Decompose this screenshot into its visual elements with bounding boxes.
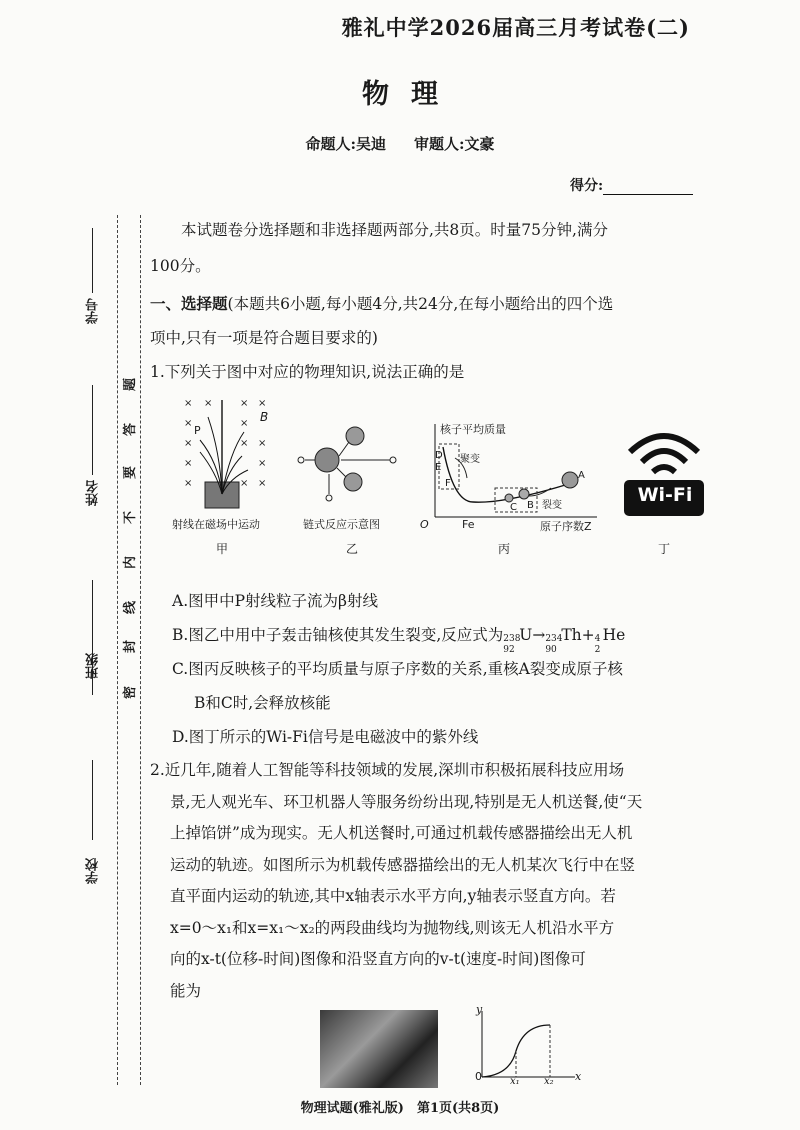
seal-char: 要 (123, 465, 139, 480)
binding-line-outer (117, 215, 118, 1085)
trajectory-graph (470, 1005, 585, 1090)
he-symbol: He (602, 626, 626, 644)
fig-jia-caption: 射线在磁场中运动 (172, 518, 260, 531)
point-e: E (435, 462, 442, 473)
name-label: 姓名 (86, 480, 101, 506)
fig-bing-fission: 裂变 (542, 500, 562, 511)
point-d: D (435, 450, 443, 461)
section-rule-cont: 项中,只有一项是符合题目要求的) (150, 329, 378, 347)
graph-origin: 0 (475, 1070, 482, 1083)
school-line (92, 760, 93, 840)
q1-option-c-cont: B和C时,会释放核能 (194, 694, 331, 712)
fig-bing-label: 丙 (498, 542, 511, 556)
seal-char: 答 (123, 422, 139, 437)
fig-bing-origin: O (420, 518, 429, 531)
fig-bing-xlabel: 原子序数Z (540, 520, 592, 533)
q2-line: x=0～x₁和x=x₁～x₂的两段曲线均为抛物线,则该无人机沿水平方 (170, 918, 615, 937)
fig-jia-label: 甲 (216, 542, 229, 556)
p-ray-label: P (194, 424, 201, 437)
th-symbol: Th+ (561, 626, 595, 644)
drone-photo (320, 1010, 438, 1088)
seal-char: 封 (123, 639, 139, 654)
score-label: 得分: (570, 178, 604, 194)
q2-line: 2.近几年,随着人工智能等科技领域的发展,深圳市积极拓展科技应用场 (150, 761, 625, 779)
seal-char: 题 (123, 377, 139, 392)
he-nuclide-numbers (594, 628, 603, 655)
svg-text:×: × (258, 398, 267, 409)
svg-text:×: × (184, 398, 193, 409)
graph-x-label: x (575, 1070, 582, 1083)
binding-line-inner (140, 215, 141, 1085)
th-nuclide-numbers (545, 628, 563, 655)
q2-line: 景,无人观光车、环卫机器人等服务纷纷出现,特别是无人机送餐,使“天 (170, 792, 643, 811)
q2-line: 能为 (170, 981, 202, 1000)
fig-yi-label: 乙 (346, 542, 359, 556)
q2-line: 上掉馅饼”成为现实。无人机送餐时,可通过机载传感器描绘出无人机 (170, 824, 633, 842)
score-blank (603, 194, 693, 195)
name-line (92, 385, 93, 475)
class-label: 班级 (86, 653, 101, 679)
q1-stem: 1.下列关于图中对应的物理知识,说法正确的是 (150, 363, 465, 381)
svg-text:×: × (240, 478, 249, 489)
q1-option-b (150, 619, 725, 655)
q1-option-c: C.图丙反映核子的平均质量与原子序数的关系,重核A裂变成原子核 (172, 660, 623, 678)
q1-option-d: D.图丁所示的Wi-Fi信号是电磁波中的紫外线 (172, 728, 479, 746)
fig-bing-fe: Fe (462, 518, 475, 531)
graph-y-label: y (476, 1003, 483, 1016)
chain-reaction-figure (295, 422, 405, 512)
svg-text:×: × (204, 398, 213, 409)
q1-option-b-text: B.图乙中用中子轰击铀核使其发生裂变,反应式为 (172, 626, 504, 644)
section-title: 一、选择题 (150, 294, 228, 313)
u-charge: 92 (503, 645, 515, 655)
exam-title: 雅礼中学2026届高三月考试卷(二) (341, 15, 690, 40)
section-heading (150, 288, 725, 320)
student-no-label: 学号 (86, 298, 101, 324)
q1-figures (170, 392, 730, 562)
setter: 命题人:吴迪 (305, 135, 386, 153)
svg-text:×: × (184, 478, 193, 489)
svg-text:×: × (258, 438, 267, 449)
point-a: A (578, 470, 585, 481)
q2-line: 运动的轨迹。如图所示为机载传感器描绘出的无人机某次飞行中在竖 (170, 855, 636, 874)
point-c: C (510, 502, 517, 513)
svg-text:×: × (184, 458, 193, 469)
student-no-line (92, 228, 93, 293)
svg-text:×: × (184, 438, 193, 449)
seal-char: 密 (123, 685, 139, 700)
u-nuclide-numbers (503, 628, 521, 655)
svg-text:×: × (240, 438, 249, 449)
b-field-label: B (260, 410, 269, 424)
th-charge: 90 (545, 645, 557, 655)
graph-x2: x₂ (544, 1076, 554, 1087)
svg-text:×: × (258, 458, 267, 469)
th-mass: 234 (545, 634, 563, 644)
point-b: B (527, 500, 534, 511)
u-symbol: U→ (519, 626, 546, 644)
point-f: F (445, 478, 451, 489)
svg-text:×: × (240, 398, 249, 409)
intro-line: 本试题卷分选择题和非选择题两部分,共8页。时量75分钟,满分 (181, 221, 608, 239)
he-mass: 4 (594, 634, 601, 644)
intro-line: 100分。 (150, 257, 211, 275)
q2-line: 向的x-t(位移-时间)图像和沿竖直方向的v-t(速度-时间)图像可 (170, 950, 586, 968)
svg-text:×: × (240, 418, 249, 429)
seal-char: 不 (123, 510, 139, 525)
q1-option-a: A.图甲中P射线粒子流为β射线 (172, 592, 379, 610)
svg-text:×: × (184, 418, 193, 429)
q2-line: 直平面内运动的轨迹,其中x轴表示水平方向,y轴表示竖直方向。若 (170, 887, 616, 905)
reviewer: 审题人:文豪 (414, 135, 495, 153)
wifi-text: Wi-Fi (637, 484, 693, 506)
page-footer: 物理试题(雅礼版) 第1页(共8页) (300, 1101, 500, 1116)
authors (0, 133, 800, 154)
fig-bing-fusion: 聚变 (460, 454, 480, 465)
subject-title: 物理 (362, 79, 460, 110)
he-charge: 2 (594, 645, 601, 655)
score-field (570, 175, 693, 195)
graph-x1: x₁ (510, 1076, 520, 1087)
wifi-icon (622, 422, 706, 522)
fig-ding-label: 丁 (658, 542, 671, 556)
seal-char: 内 (123, 555, 139, 570)
svg-text:×: × (258, 478, 267, 489)
fig-bing-ylabel: 核子平均质量 (440, 423, 506, 436)
school-label: 学校 (86, 858, 101, 884)
q2-stem (150, 755, 725, 1007)
u-mass: 238 (503, 634, 521, 644)
fig-yi-caption: 链式反应示意图 (303, 518, 380, 531)
seal-char: 线 (123, 600, 139, 615)
section-rule: (本题共6小题,每小题4分,共24分,在每小题给出的四个选 (227, 295, 614, 313)
main-content (150, 212, 725, 1007)
